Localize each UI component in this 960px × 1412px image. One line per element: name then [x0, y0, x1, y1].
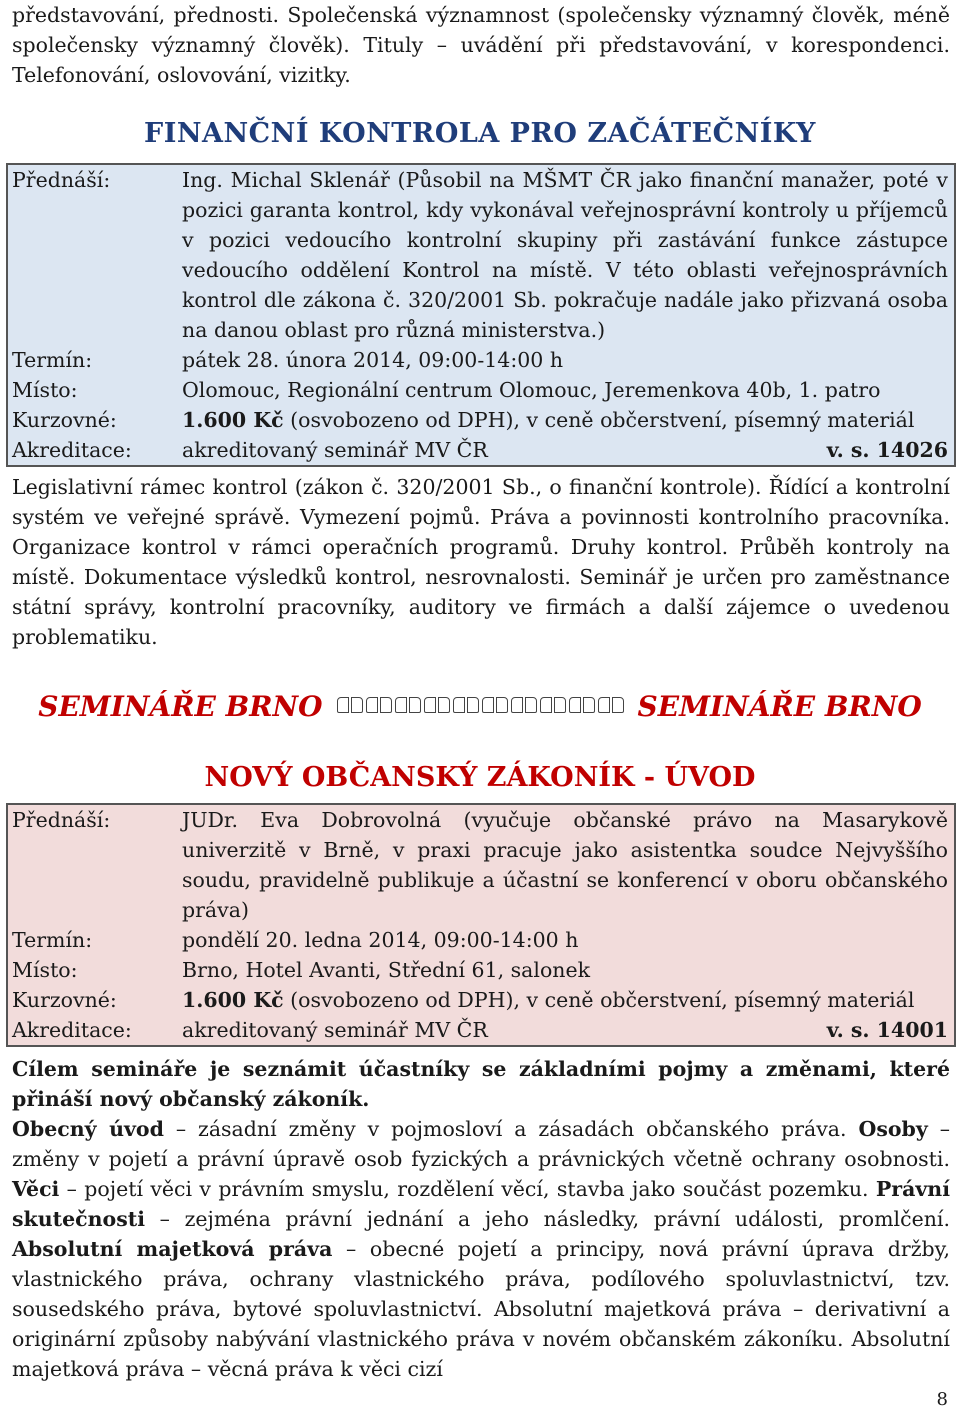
topic-property-text: – obecné pojetí a principy, nová právní úprava držby, vlastnického práva, ochrany vlastnického práva, podílového spoluvlastnictví, tzv. sousedského práva, bytové spoluvlastnictví. Absolutní majetková práva – derivativní a originární způsoby nabývání vlastnického práva v novém občanském zákoníku. Absolutní majetková práva – věcná práva k věci cizí	[12, 1237, 950, 1381]
topic-persons-title: Osoby	[858, 1117, 928, 1141]
course2-fee-amount: 1.600 Kč	[182, 988, 284, 1012]
course2-fee	[182, 985, 954, 1015]
topic-general-text: – zásadní změny v pojmosloví a zásadách občanského práva.	[163, 1117, 859, 1141]
course1-fee-note: (osvobozeno od DPH), v ceně občerstvení, písemný materiál	[283, 408, 915, 432]
course1-fee	[182, 405, 954, 435]
book-icon	[569, 697, 595, 715]
course2-accr-text: akreditovaný seminář MV ČR	[182, 1018, 488, 1042]
topic-things-title: Věci	[12, 1177, 60, 1201]
book-icon	[395, 697, 421, 715]
course1-term: pátek 28. února 2014, 09:00-14:00 h	[182, 348, 564, 372]
course2-fee-note: (osvobozeno od DPH), v ceně občerstvení, písemný materiál	[283, 988, 915, 1012]
course1-accr-label: Akreditace:	[12, 438, 132, 462]
topic-general-title: Obecný úvod	[12, 1117, 164, 1141]
course1-fee-row	[8, 405, 954, 435]
course1-lecturer: Ing. Michal Sklenář (Působil na MŠMT ČR jako finanční manažer, poté v pozici garanta kontrol, kdy vykonával veřejnosprávní kontroly u příjemců v pozici vedoucího kontrolní skupiny při zastávání funkce zástupce vedoucího oddělení Kontrol na místě. V této oblasti veřejnosprávních kontrol dle zákona č. 320/2001 Sb. pokračuje nadále jako přizvaná osoba na danou oblast pro různá ministerstva.)	[182, 168, 948, 342]
course2-lecturer: JUDr. Eva Dobrovolná (vyučuje občanské právo na Masarykově univerzitě v Brně, v praxi pracuje jako asistentka soudce Nejvyššího soudu, pravidelně publikuje a účastní se konferencí v oboru občanského práva)	[182, 808, 948, 922]
course2-description	[12, 1114, 950, 1384]
course2-accr	[182, 1015, 954, 1045]
course1-info-box	[6, 163, 956, 467]
course1-place-row	[8, 375, 954, 405]
book-icons-row	[337, 697, 624, 715]
course2-term-row	[8, 925, 954, 955]
course2-accr-code: v. s. 14001	[826, 1018, 948, 1042]
banner-right-text: SEMINÁŘE BRNO	[637, 689, 922, 723]
course2-lecturer-label: Přednáší:	[12, 808, 111, 832]
course2-goal: Cílem semináře je seznámit účastníky se základními pojmy a změnami, které přináší nový občanský zákoník.	[12, 1057, 950, 1111]
topic-things-text: – pojetí věci v právním smyslu, rozdělení věcí, stavba jako součást pozemku.	[59, 1177, 876, 1201]
topic-facts-text: – zejména právní jednání a jeho následky, právní události, promlčení.	[145, 1207, 950, 1231]
book-icon	[511, 697, 537, 715]
course1-term-label: Termín:	[12, 348, 93, 372]
course1-accr-row	[8, 435, 954, 465]
banner-left-text: SEMINÁŘE BRNO	[38, 689, 323, 723]
course1-place: Olomouc, Regionální centrum Olomouc, Jeremenkova 40b, 1. patro	[182, 378, 881, 402]
course2-accr-row	[8, 1015, 954, 1045]
course2-place: Brno, Hotel Avanti, Střední 61, salonek	[182, 958, 591, 982]
course1-fee-amount: 1.600 Kč	[182, 408, 284, 432]
course2-fee-row	[8, 985, 954, 1015]
course1-fee-label: Kurzovné:	[12, 408, 117, 432]
book-icon	[540, 697, 566, 715]
topic-property-title: Absolutní majetková práva	[12, 1237, 333, 1261]
topic-facts-title: Právní skutečnosti	[12, 1177, 950, 1231]
course2-place-row	[8, 955, 954, 985]
seminar-banner	[0, 686, 960, 726]
course2-lecturer-row	[8, 805, 954, 925]
book-icon	[453, 697, 479, 715]
topic-persons-text: – změny v pojetí a právní úpravě osob fyzických a právnických včetně ochrany osobnosti.	[12, 1117, 950, 1171]
course2-info-box	[6, 803, 956, 1047]
course2-accr-label: Akreditace:	[12, 1018, 132, 1042]
page-number: 8	[936, 1389, 948, 1410]
course2-term: pondělí 20. ledna 2014, 09:00-14:00 h	[182, 928, 579, 952]
course2-place-label: Místo:	[12, 958, 78, 982]
course1-lecturer-label: Přednáší:	[12, 168, 111, 192]
course2-title: NOVÝ OBČANSKÝ ZÁKONÍK - ÚVOD	[204, 762, 756, 793]
book-icon	[598, 697, 624, 715]
course1-accr	[182, 435, 954, 465]
course1-accr-text: akreditovaný seminář MV ČR	[182, 438, 488, 462]
book-icon	[337, 697, 363, 715]
course1-accr-code: v. s. 14026	[826, 438, 948, 462]
course2-term-label: Termín:	[12, 928, 93, 952]
course1-place-label: Místo:	[12, 378, 78, 402]
course1-description: Legislativní rámec kontrol (zákon č. 320/2001 Sb., o finanční kontrole). Řídící a kontrolní systém ve veřejné správě. Vymezení pojmů. Práva a povinnosti kontrolního pracovníka. Organizace kontrol v rámci operačních programů. Druhy kontrol. Průběh kontroly na místě. Dokumentace výsledků kontrol, nesrovnalosti. Seminář je určen pro zaměstnance státní správy, kontrolní pracovníky, auditory ve firmách a další zájemce o uvedenou problematiku.	[12, 475, 950, 649]
course1-term-row	[8, 345, 954, 375]
intro-paragraph: představování, přednosti. Společenská významnost (společensky významný člověk, méně společensky významný člověk). Tituly – uvádění při představování, v korespondenci. Telefonování, oslovování, vizitky.	[12, 3, 950, 87]
course1-title: FINANČNÍ KONTROLA PRO ZAČÁTEČNÍKY	[144, 118, 816, 149]
book-icon	[366, 697, 392, 715]
course1-lecturer-row	[8, 165, 954, 345]
course2-fee-label: Kurzovné:	[12, 988, 117, 1012]
book-icon	[482, 697, 508, 715]
book-icon	[424, 697, 450, 715]
